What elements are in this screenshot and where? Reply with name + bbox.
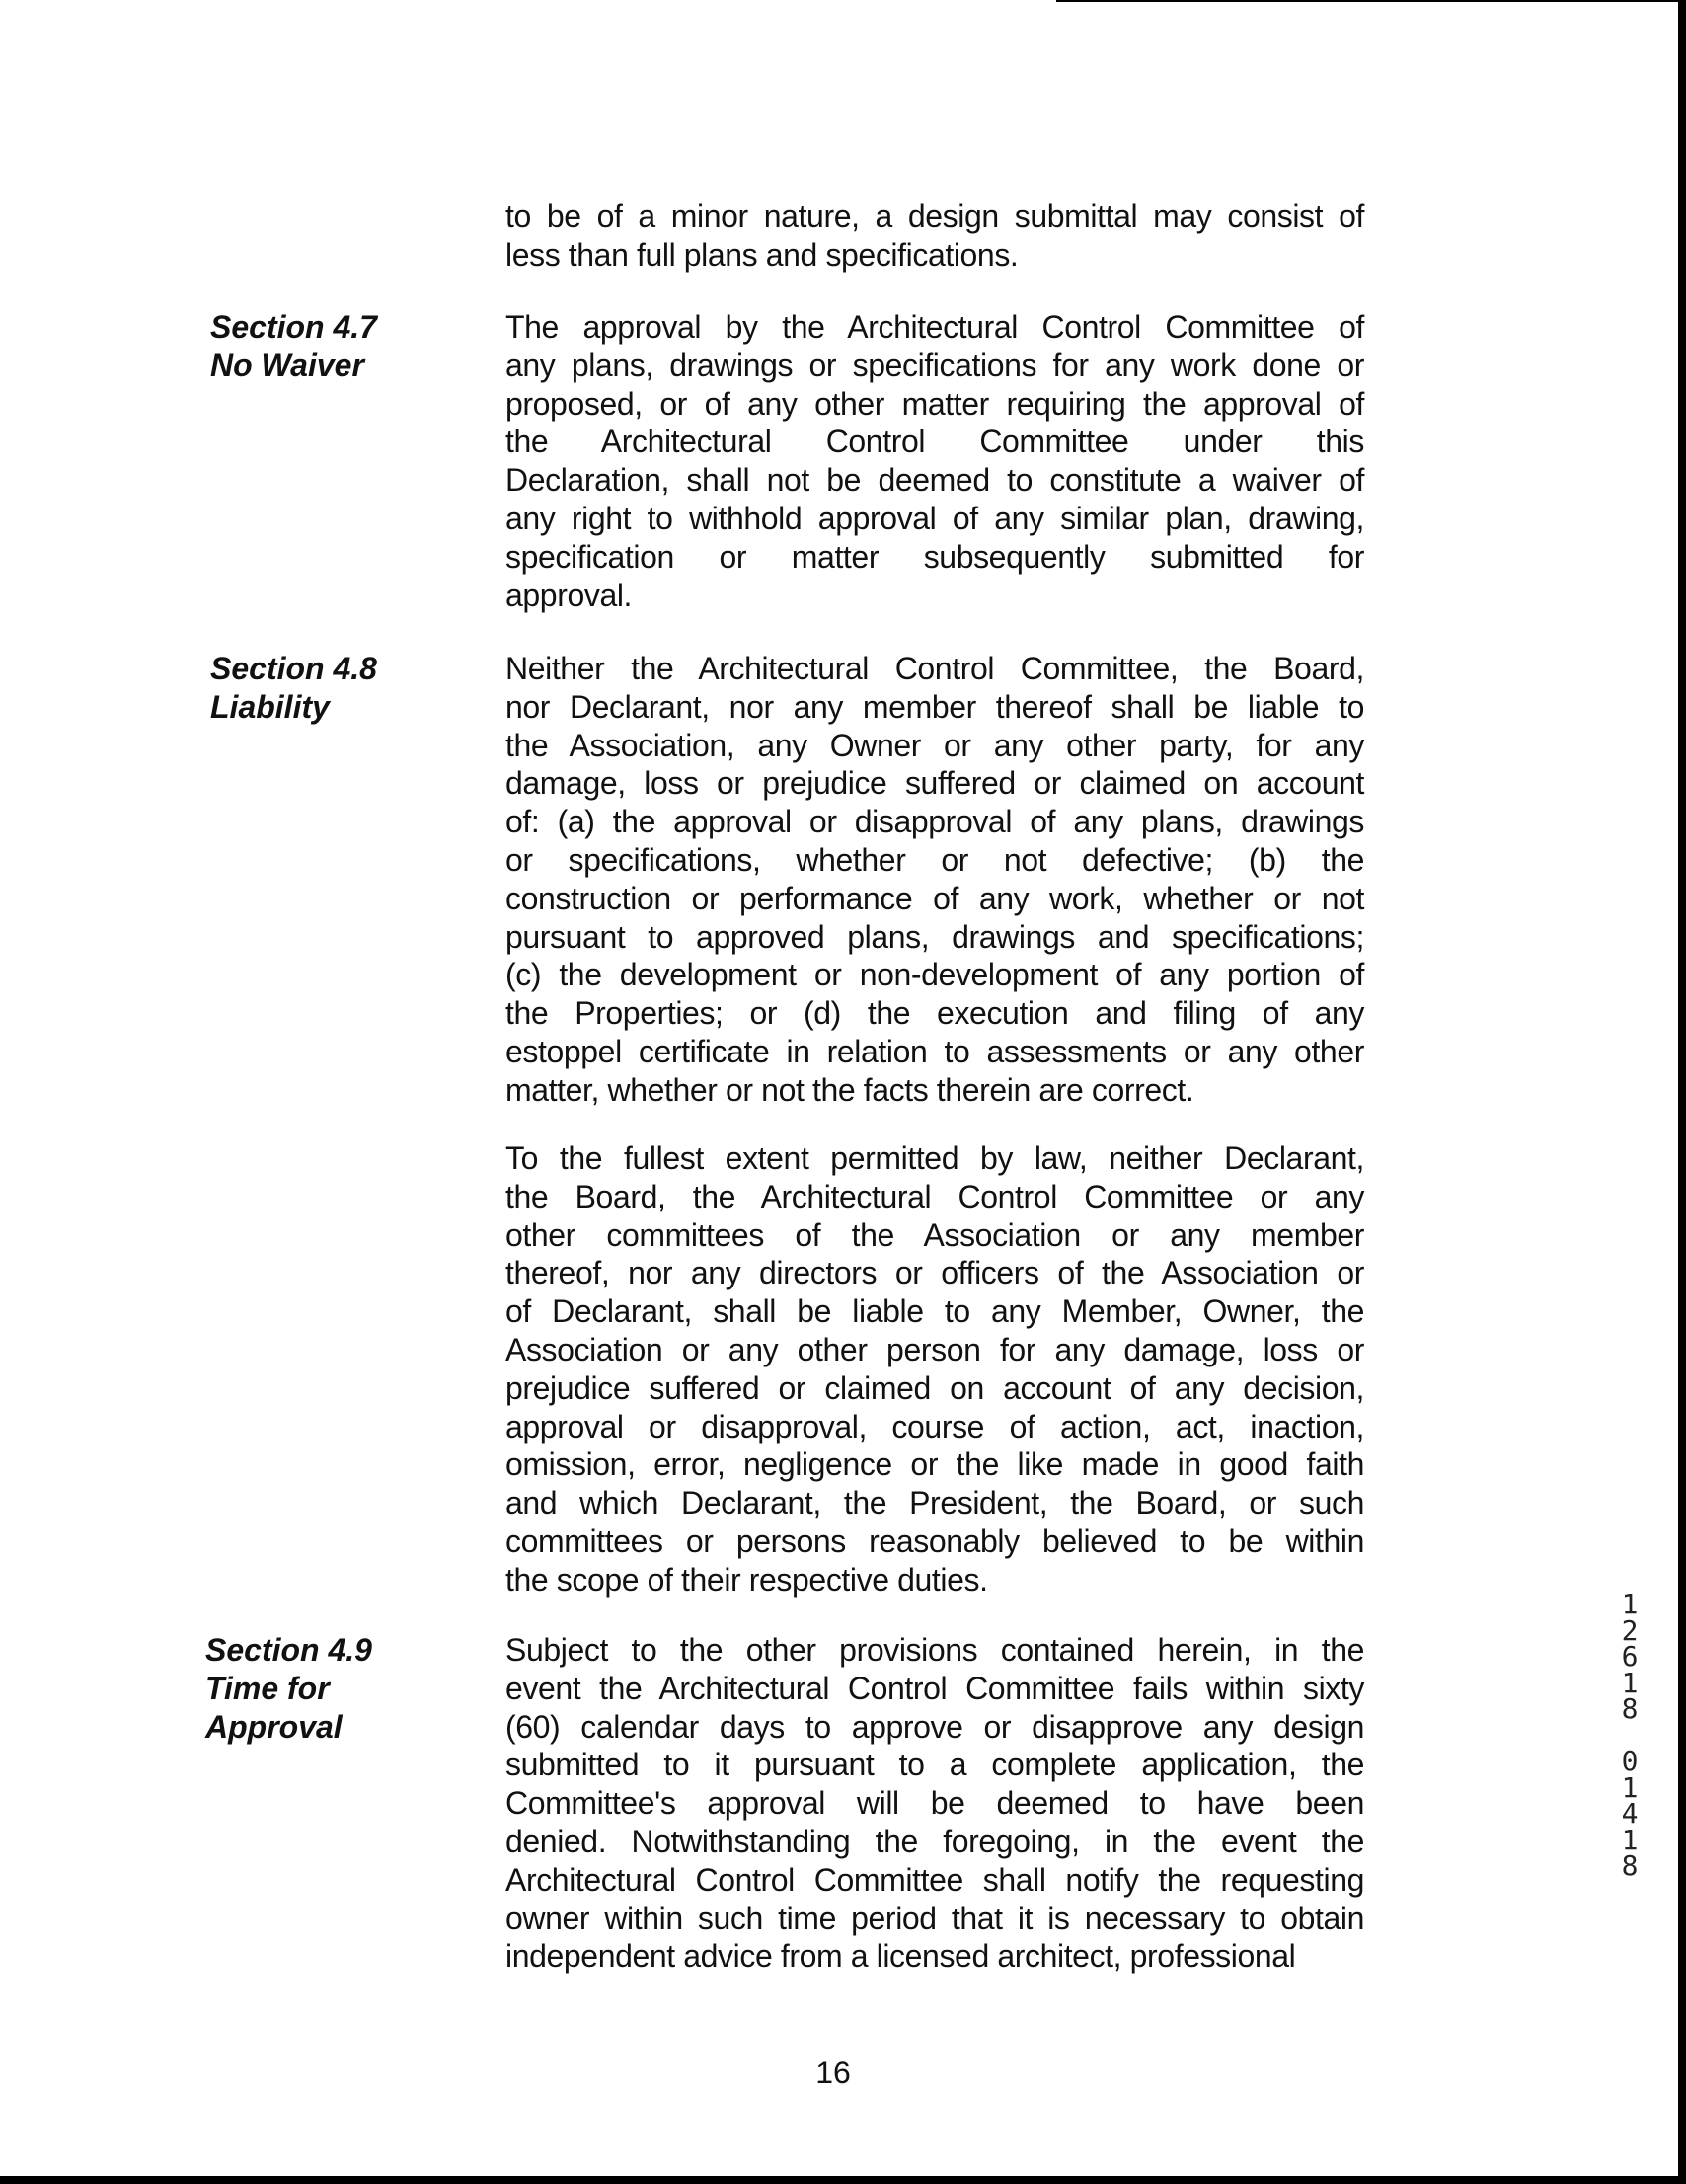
text-line: thereof, nor any directors or officers of the Association or <box>505 1255 1364 1291</box>
section-4-9-label <box>205 1631 372 1746</box>
text-line: estoppel certificate in relation to assessments or any other <box>505 1033 1364 1069</box>
text-line: event the Architectural Control Committee fails within sixty <box>505 1670 1364 1706</box>
text-line: omission, error, negligence or the like made in good faith <box>505 1446 1364 1483</box>
text-line: and which Declarant, the President, the Board, or such <box>505 1485 1364 1521</box>
text-line: the Association, any Owner or any other party, for any <box>505 727 1364 763</box>
scan-border-right <box>1678 0 1686 2184</box>
document-number-stamp <box>1615 1588 1645 1882</box>
text-line: approval or disapproval, course of action, act, inaction, <box>505 1408 1364 1444</box>
text-line: (c) the development or non-development of any portion of <box>505 957 1364 993</box>
section-label-line: Section 4.7 <box>210 309 377 345</box>
continuation-paragraph <box>505 197 1364 274</box>
text-line: Architectural Control Committee shall notify the requesting <box>505 1861 1364 1898</box>
text-line: independent advice from a licensed architect, professional <box>505 1938 1296 1975</box>
stamp-digit: 8 <box>1621 1692 1639 1725</box>
text-line: less than full plans and specifications. <box>505 236 1019 273</box>
section-4-8-paragraph-1 <box>505 650 1364 1110</box>
stamp-digit: 6 <box>1621 1640 1639 1673</box>
scan-border-bottom <box>0 2176 1686 2184</box>
text-line: matter, whether or not the facts therein are correct. <box>505 1071 1194 1108</box>
section-label-line: Time for <box>205 1670 330 1706</box>
text-line: approval. <box>505 577 633 613</box>
text-line: Subject to the other provisions contained herein, in the <box>505 1632 1364 1668</box>
text-line: denied. Notwithstanding the foregoing, in the event the <box>505 1823 1364 1859</box>
section-4-7-paragraph <box>505 308 1364 614</box>
text-line: submitted to it pursuant to a complete application, the <box>505 1747 1364 1783</box>
text-line: nor Declarant, nor any member thereof shall be liable to <box>505 688 1364 725</box>
text-line: committees or persons reasonably believed to be within <box>505 1522 1364 1559</box>
section-label-line: Liability <box>210 688 330 725</box>
section-4-8-paragraph-2 <box>505 1139 1364 1599</box>
text-line: of: (a) the approval or disapproval of any plans, drawings <box>505 804 1364 840</box>
text-line: pursuant to approved plans, drawings and specifications; <box>505 918 1364 955</box>
text-line: owner within such time period that it is necessary to obtain <box>505 1900 1364 1936</box>
stamp-digit: 1 <box>1621 1823 1639 1856</box>
text-line: any right to withhold approval of any similar plan, drawing, <box>505 500 1364 536</box>
stamp-digit: 1 <box>1621 1770 1639 1804</box>
section-label-line: Section 4.9 <box>205 1632 372 1668</box>
text-line: the Architectural Control Committee under this <box>505 424 1364 460</box>
text-line: or specifications, whether or not defective; (b) the <box>505 841 1364 878</box>
section-label-line: Approval <box>205 1708 343 1745</box>
section-label-line: No Waiver <box>210 347 364 383</box>
page-number: 16 <box>815 2055 851 2090</box>
section-label-line: Section 4.8 <box>210 651 377 686</box>
text-line: specification or matter subsequently submitted for <box>505 538 1364 575</box>
stamp-digit: 8 <box>1621 1849 1639 1882</box>
text-line: construction or performance of any work, whether or not <box>505 880 1364 916</box>
text-line: other committees of the Association or any member <box>505 1216 1364 1253</box>
text-line: To the fullest extent permitted by law, neither Declarant, <box>505 1140 1364 1176</box>
text-line: Committee's approval will be deemed to have been <box>505 1785 1364 1822</box>
stamp-digit: 2 <box>1621 1613 1639 1647</box>
text-line: any plans, drawings or specifications for any work done or <box>505 347 1364 383</box>
section-4-7-label <box>210 308 377 385</box>
text-line: (60) calendar days to approve or disapprove any design <box>505 1708 1364 1745</box>
stamp-digit: 0 <box>1621 1745 1639 1777</box>
stamp-digit: 1 <box>1621 1588 1639 1620</box>
text-line: of Declarant, shall be liable to any Member, Owner, the <box>505 1293 1364 1330</box>
text-line: Declaration, shall not be deemed to constitute a waiver of <box>505 462 1364 499</box>
text-line: proposed, or of any other matter requiring the approval of <box>505 385 1364 422</box>
stamp-digit: 4 <box>1621 1797 1639 1830</box>
text-line: prejudice suffered or claimed on account of any decision, <box>505 1369 1364 1406</box>
stamp-digit: 1 <box>1621 1666 1639 1699</box>
text-line: to be of a minor nature, a design submittal may consist of <box>505 198 1364 234</box>
section-4-9-paragraph <box>505 1631 1364 1976</box>
text-line: the Properties; or (d) the execution and filing of any <box>505 995 1364 1032</box>
section-4-8-label <box>210 650 377 727</box>
text-line: the Board, the Architectural Control Committee or any <box>505 1178 1364 1214</box>
text-line: The approval by the Architectural Control Committee of <box>505 309 1364 345</box>
scan-border-top <box>1056 0 1686 2</box>
text-line: the scope of their respective duties. <box>505 1561 988 1598</box>
text-line: Neither the Architectural Control Committee, the Board, <box>505 651 1364 686</box>
text-line: Association or any other person for any damage, loss or <box>505 1331 1364 1367</box>
text-line: damage, loss or prejudice suffered or claimed on account <box>505 765 1364 802</box>
